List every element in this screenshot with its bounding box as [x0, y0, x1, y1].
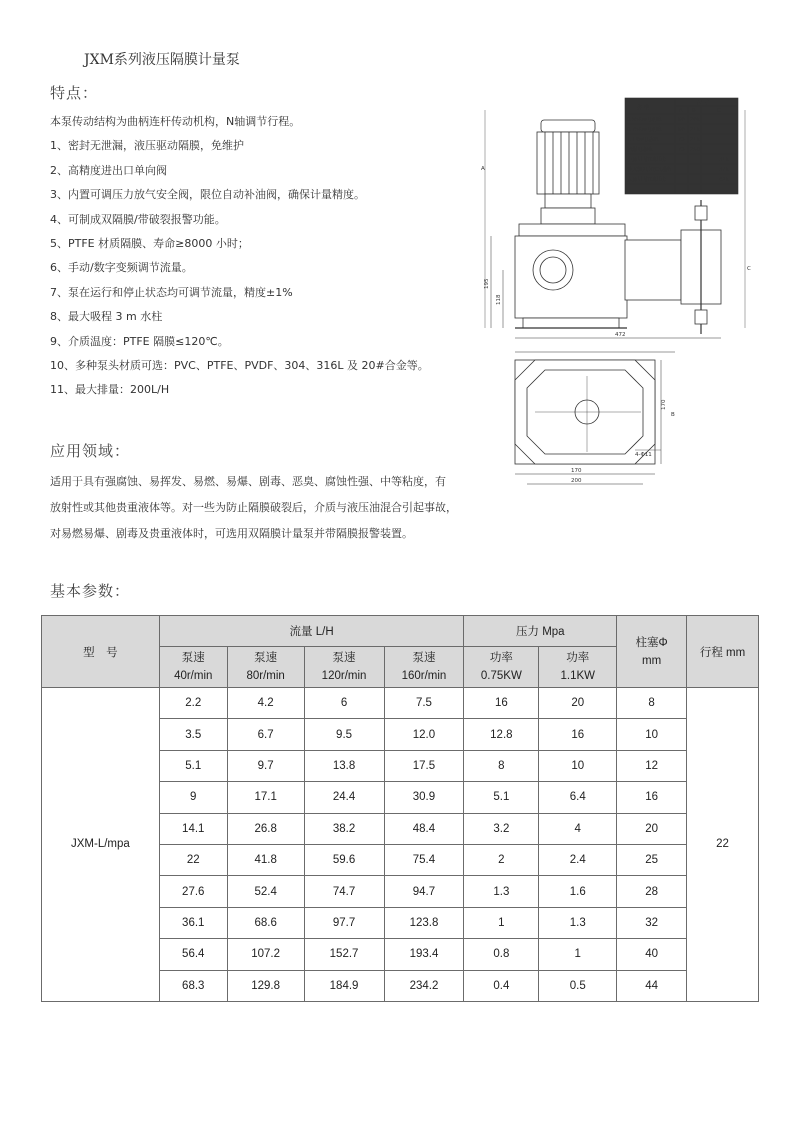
- applications-line: 适用于具有强腐蚀、易挥发、易燃、易爆、剧毒、恶臭、腐蚀性强、中等粘度，有: [50, 475, 446, 488]
- dim-row-a: 73: [678, 137, 685, 143]
- header-power-11: [539, 647, 617, 688]
- table-cell: 17.5: [384, 750, 464, 781]
- table-cell: 1: [464, 907, 539, 938]
- dim-row-a: 60: [678, 127, 685, 133]
- table-cell: 16: [539, 719, 617, 750]
- feature-item: 8、最大吸程 3 m 水柱: [50, 310, 163, 324]
- table-cell: 2: [464, 844, 539, 875]
- table-cell: 20: [539, 688, 617, 719]
- dim-row-label: 1.1Kw电动机: [627, 137, 659, 143]
- header-speed-label: 泵速: [181, 652, 205, 664]
- dim-472: 472: [615, 332, 626, 338]
- feature-item: 2、高精度进出口单向阀: [50, 163, 167, 177]
- table-cell: 32: [617, 907, 687, 938]
- doc-title: JXM系列液压隔膜计量泵: [84, 52, 240, 68]
- table-cell: 28: [617, 876, 687, 907]
- feature-item: 10、多种泵头材质可选：PVC、PTFE、PVDF、304、316L 及 20#合金等。: [50, 359, 429, 373]
- table-cell: 10: [539, 750, 617, 781]
- feature-item: 4、可制成双隔膜/带破裂报警功能。: [50, 212, 226, 226]
- table-cell: 184.9: [304, 970, 384, 1001]
- dim-195: 195: [484, 278, 490, 289]
- table-cell: 8: [617, 688, 687, 719]
- dim-row-a: 73: [678, 147, 685, 153]
- table-cell: 6.4: [539, 782, 617, 813]
- table-cell: 129.8: [227, 970, 304, 1001]
- table-cell: 10: [617, 719, 687, 750]
- dim-row-a: 60: [678, 117, 685, 123]
- dim-row-label: 较大流量时(C限制): [627, 167, 671, 173]
- model-cell: JXM-L/mpa: [42, 688, 160, 1002]
- table-cell: 9.7: [227, 750, 304, 781]
- feature-item: 11、最大排量：200L/H: [50, 383, 170, 397]
- feature-item: 9、介质温度：PTFE 隔膜≤120℃。: [50, 334, 229, 348]
- params-table: [41, 615, 759, 1002]
- table-cell: 30.9: [384, 782, 464, 813]
- table-cell: 52.4: [227, 876, 304, 907]
- dim-col-a: A: [679, 108, 683, 114]
- table-cell: 7.5: [384, 688, 464, 719]
- header-power-075: [464, 647, 539, 688]
- table-cell: 234.2: [384, 970, 464, 1001]
- table-cell: 3.2: [464, 813, 539, 844]
- dim-label-b: B: [671, 412, 675, 418]
- header-pressure: 压力 Mpa: [464, 616, 617, 647]
- table-cell: 36.1: [159, 907, 227, 938]
- feature-item: 3、内置可调压力放气安全阀，限位自动补油阀，确保计量精度。: [50, 188, 365, 202]
- table-cell: 2.4: [539, 844, 617, 875]
- dim-118: 118: [496, 294, 502, 305]
- dimension-table: [625, 98, 738, 194]
- table-cell: 16: [617, 782, 687, 813]
- table-cell: 12.0: [384, 719, 464, 750]
- dim-col-b: B: [692, 108, 696, 114]
- dim-row-c: 375: [719, 167, 729, 173]
- table-cell: 68.3: [159, 970, 227, 1001]
- table-cell: 0.8: [464, 939, 539, 970]
- table-cell: 1: [539, 939, 617, 970]
- dim-label-a: A: [481, 166, 485, 172]
- table-cell: 25: [617, 844, 687, 875]
- table-cell: 193.4: [384, 939, 464, 970]
- applications-heading: 应用领域：: [50, 442, 131, 460]
- header-power-value: 0.75KW: [480, 670, 522, 682]
- header-speed-value: 120r/min: [321, 670, 367, 682]
- header-power-label: 功率: [566, 652, 590, 664]
- table-cell: 26.8: [227, 813, 304, 844]
- table-cell: 8: [464, 750, 539, 781]
- header-speed-80: [227, 647, 304, 688]
- dim-side-170: 170: [661, 399, 667, 410]
- table-cell: 24.4: [304, 782, 384, 813]
- header-model: 型 号: [42, 616, 160, 688]
- header-plunger: [617, 616, 687, 688]
- applications-line: 对易燃易爆、剧毒及贵重液体时，可选用双隔膜计量泵并带隔膜报警装置。: [50, 527, 413, 540]
- table-cell: 2.2: [159, 688, 227, 719]
- table-cell: 4.2: [227, 688, 304, 719]
- header-plunger-line1: 柱塞Φ: [635, 636, 668, 649]
- table-cell: 27.6: [159, 876, 227, 907]
- feature-item: 5、PTFE 材质隔膜、寿命≥8000 小时；: [50, 237, 249, 251]
- table-cell: 22: [159, 844, 227, 875]
- applications-text: [50, 469, 510, 547]
- feature-item: 6、手动/数字变频调节流量。: [50, 261, 193, 275]
- applications-line: 放射性或其他贵重液体等。对一些为防止隔膜破裂后，介质与液压油混合引起事故，: [50, 501, 457, 514]
- table-cell: 68.6: [227, 907, 304, 938]
- dim-table-header-top: 尺 寸: [697, 100, 710, 106]
- table-cell: 3.5: [159, 719, 227, 750]
- dim-row-b: 290: [690, 147, 700, 153]
- table-cell: 56.4: [159, 939, 227, 970]
- header-speed-label: 泵速: [332, 652, 356, 664]
- table-cell: 12.8: [464, 719, 539, 750]
- pump-drawing: [475, 90, 765, 490]
- params-heading: 基本参数：: [50, 582, 131, 600]
- dim-hole: 4-Φ11: [635, 452, 652, 458]
- header-speed-value: 160r/min: [401, 670, 447, 682]
- stroke-cell: 22: [687, 688, 759, 1002]
- dim-label-c: C: [747, 266, 751, 272]
- feature-item: 7、泵在运行和停止状态均可调节流量，精度±1%: [50, 285, 293, 299]
- header-stroke: 行程 mm: [687, 616, 759, 688]
- dim-row-label: 0.55Kw电动机: [627, 117, 662, 123]
- table-cell: 9.5: [304, 719, 384, 750]
- table-cell: 1.3: [464, 876, 539, 907]
- header-speed-label: 泵速: [412, 652, 436, 664]
- table-cell: 5.1: [464, 782, 539, 813]
- dim-row-label: 小流量时(C限制): [627, 157, 666, 163]
- table-cell: 94.7: [384, 876, 464, 907]
- table-cell: 38.2: [304, 813, 384, 844]
- table-cell: 0.5: [539, 970, 617, 1001]
- header-speed-40: [159, 647, 227, 688]
- header-power-label: 功率: [489, 652, 513, 664]
- header-speed-value: 40r/min: [174, 670, 213, 682]
- pump-plan-view: [515, 352, 675, 484]
- table-cell: 107.2: [227, 939, 304, 970]
- dim-row-label: 大流量时(C限制): [627, 177, 666, 183]
- dim-row-b: 205: [690, 117, 700, 123]
- params-body: [42, 688, 759, 1002]
- dim-table-header-left: 类 型: [637, 105, 650, 111]
- table-cell: 17.1: [227, 782, 304, 813]
- table-cell: 6.7: [227, 719, 304, 750]
- dim-row-b: 215: [690, 137, 700, 143]
- header-speed-160: [384, 647, 464, 688]
- dim-row-b: 215: [690, 127, 700, 133]
- table-cell: 40: [617, 939, 687, 970]
- dim-row-label: 防爆电动机: [627, 147, 653, 153]
- table-cell: 16: [464, 688, 539, 719]
- dim-row-c: 425: [719, 177, 729, 183]
- table-cell: 20: [617, 813, 687, 844]
- table-cell: 6: [304, 688, 384, 719]
- features-heading: 特点：: [50, 84, 99, 102]
- table-cell: 97.7: [304, 907, 384, 938]
- table-cell: 12: [617, 750, 687, 781]
- feature-item: 1、密封无泄漏，液压驱动隔膜，免维护: [50, 139, 244, 153]
- table-cell: 41.8: [227, 844, 304, 875]
- table-cell: 9: [159, 782, 227, 813]
- table-cell: 5.1: [159, 750, 227, 781]
- table-cell: 48.4: [384, 813, 464, 844]
- header-power-value: 1.1KW: [560, 670, 596, 682]
- table-cell: 75.4: [384, 844, 464, 875]
- table-cell: 59.6: [304, 844, 384, 875]
- table-cell: 123.8: [384, 907, 464, 938]
- table-cell: 13.8: [304, 750, 384, 781]
- feature-item: 本泵传动结构为曲柄连杆传动机构，N轴调节行程。: [50, 115, 301, 128]
- dim-row-c: 315: [719, 157, 729, 163]
- header-speed-120: [304, 647, 384, 688]
- table-cell: 14.1: [159, 813, 227, 844]
- dim-row-label: 0.75Kw电动机: [627, 127, 662, 133]
- table-cell: 4: [539, 813, 617, 844]
- dim-col-c: C: [717, 108, 721, 114]
- header-plunger-line2: mm: [642, 654, 662, 667]
- features-list: [50, 110, 470, 403]
- table-cell: 44: [617, 970, 687, 1001]
- table-cell: 1.6: [539, 876, 617, 907]
- table-cell: 152.7: [304, 939, 384, 970]
- dim-170: 170: [571, 468, 582, 474]
- table-cell: 0.4: [464, 970, 539, 1001]
- table-cell: 74.7: [304, 876, 384, 907]
- header-speed-label: 泵速: [254, 652, 278, 664]
- dim-200: 200: [571, 478, 582, 484]
- table-cell: 1.3: [539, 907, 617, 938]
- table-row: [42, 688, 759, 719]
- header-flow: 流量 L/H: [159, 616, 464, 647]
- header-speed-value: 80r/min: [246, 670, 285, 682]
